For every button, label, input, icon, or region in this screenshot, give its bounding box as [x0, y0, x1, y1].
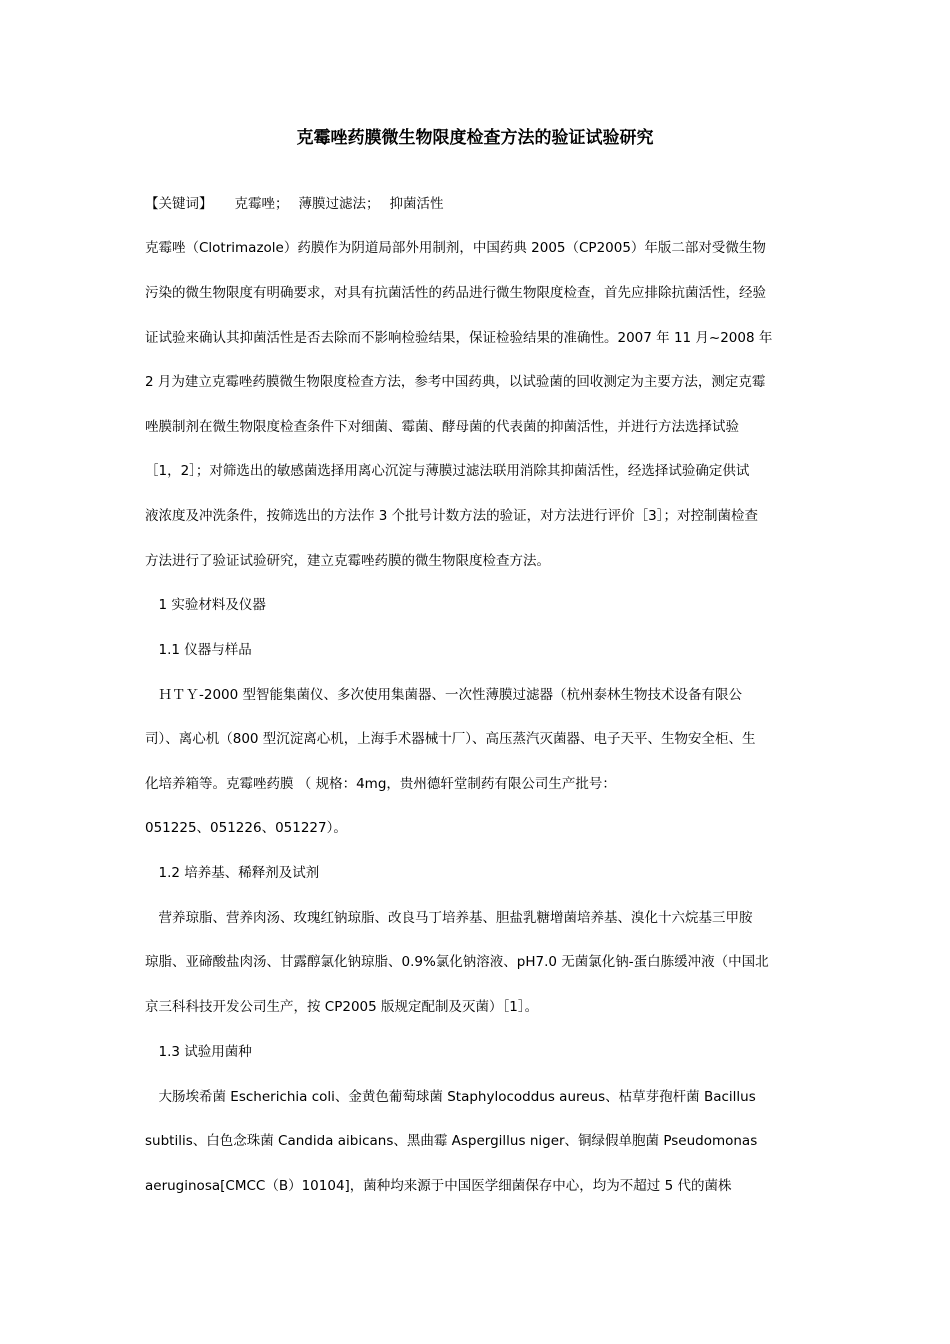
body-text-line: 营养琼脂、营养肉汤、玫瑰红钠琼脂、改良马丁培养基、胆盐乳糖增菌培养基、溴化十六烷基三甲胺: [145, 910, 753, 926]
document-title: 克霉唑药膜微生物限度检查方法的验证试验研究: [296, 128, 654, 148]
body-text-line: 污染的微生物限度有明确要求，对具有抗菌活性的药品进行微生物限度检查，首先应排除抗菌活性，经验: [145, 285, 766, 301]
keywords-label: 【关键词】: [145, 196, 213, 212]
body-text-line: ［1，2］；对筛选出的敏感菌选择用离心沉淀与薄膜过滤法联用消除其抑菌活性，经选择试验确定供试: [145, 463, 750, 479]
body-text-line: ＨＴＹ-2000 型智能集菌仪、多次使用集菌器、一次性薄膜过滤器（杭州泰林生物技术设备有限公: [145, 687, 743, 703]
keyword-item: 薄膜过滤法；: [298, 196, 380, 212]
body-text-line: 大肠埃希菌 Escherichia coli、金黄色葡萄球菌 Staphylocoddus aureus、枯草芽孢杆菌 Bacillus: [145, 1089, 756, 1105]
body-text-line: aeruginosa[CMCC（B）10104]，菌种均来源于中国医学细菌保存中心，均为不超过 5 代的菌株: [145, 1178, 732, 1194]
body-text-line: 液浓度及冲洗条件，按筛选出的方法作 3 个批号计数方法的验证，对方法进行评价［3］；对控制菌检查: [145, 508, 759, 524]
body-text-line: 方法进行了验证试验研究，建立克霉唑药膜的微生物限度检查方法。: [145, 553, 550, 569]
keywords-line: [145, 194, 815, 214]
body-text-line: 京三科科技开发公司生产，按 CP2005 版规定配制及灭菌）［1］。: [145, 999, 539, 1015]
body-text-line: 司）、离心机（800 型沉淀离心机，上海手术器械十厂）、高压蒸汽灭菌器、电子天平、生物安全柜、生: [145, 731, 756, 747]
body-text-line: 唑膜制剂在微生物限度检查条件下对细菌、霉菌、酵母菌的代表菌的抑菌活性，并进行方法选择试验: [145, 419, 739, 435]
body-text-line: 克霉唑（Clotrimazole）药膜作为阴道局部外用制剂，中国药典 2005（CP2005）年版二部对受微生物: [145, 240, 766, 256]
subsection-heading: 1.2 培养基、稀释剂及试剂: [145, 865, 320, 881]
body-text-line: 琼脂、亚碲酸盐肉汤、甘露醇氯化钠琼脂、0.9%氯化钠溶液、pH7.0 无菌氯化钠-蛋白胨缓冲液（中国北: [145, 954, 769, 970]
section-heading: 1 实验材料及仪器: [145, 597, 266, 613]
keyword-item: 抑菌活性: [389, 196, 444, 212]
keyword-item: 克霉唑；: [234, 196, 289, 212]
body-text-line: 证试验来确认其抑菌活性是否去除而不影响检验结果，保证检验结果的准确性。2007 年 11 月~2008 年: [145, 330, 773, 346]
body-text-line: 2 月为建立克霉唑药膜微生物限度检查方法，参考中国药典，以试验菌的回收测定为主要方法，测定克霉: [145, 374, 766, 390]
body-text-line: 051225、051226、051227）。: [145, 820, 347, 836]
subsection-heading: 1.3 试验用菌种: [145, 1044, 252, 1060]
body-text-line: 化培养箱等。克霉唑药膜 （ 规格：4mg，贵州德轩堂制药有限公司生产批号：: [145, 776, 616, 792]
body-text-line: subtilis、白色念珠菌 Candida aibicans、黑曲霉 Aspergillus niger、铜绿假单胞菌 Pseudomonas: [145, 1133, 758, 1149]
subsection-heading: 1.1 仪器与样品: [145, 642, 252, 658]
